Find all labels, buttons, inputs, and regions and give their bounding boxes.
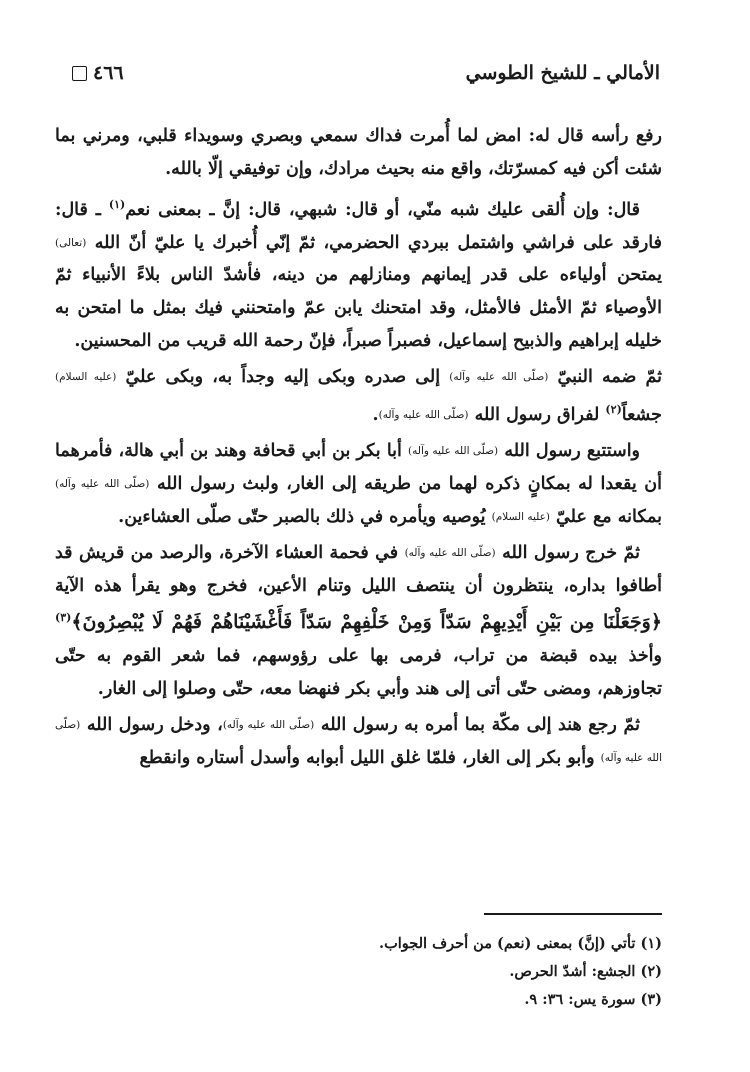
text-run: إلى صدره وبكى إليه وجداً به، وبكى عليّ [116, 367, 450, 388]
text-run: يمتحن أولياءه على قدر إيمانهم ومنازلهم من دينه، فأشدّ الناس بلاءً الأنبياء ثمّ الأوصياء ثمّ الأمثل فالأمثل، وقد امتحنك يابن عمّ وامتحنني فيك بمثل ما امتحن به خليله إبراهيم والذبيح إسماعيل، فصبراً صبراً، فإنّ رحمة الله قريب من المحسنين. [55, 265, 662, 351]
text-run: واستتبع رسول الله [498, 441, 641, 462]
footnote-ref-3[interactable]: (٣) [55, 611, 72, 625]
paragraph-1-text: رفع رأسه قال له: امض لما أُمرت فداك سمعي وبصري وسويداء قلبي، ومرني بما شئت أكن فيه كمسرّتك، واقع منه بحيث مرادك، وإن توفيقي إلّا بالله. [55, 126, 662, 179]
square-icon [72, 66, 87, 81]
paragraph-4 [55, 435, 662, 533]
honorific: (عليه السلام) [55, 371, 117, 384]
footnote-1: (١) تأتي (إنَّ) بمعنى (نعم) من أحرف الجواب. [379, 935, 662, 952]
honorific: (صلّى الله عليه وآله) [55, 719, 662, 764]
text-run: ثمّ ضمه النبيّ [548, 367, 663, 388]
text-run: بمكانه مع عليّ [549, 506, 662, 527]
honorific: (صلّى الله عليه وآله) [408, 445, 499, 458]
honorific: (صلّى الله عليه وآله) [378, 408, 469, 421]
footnotes [300, 930, 662, 1014]
text-run: . [372, 404, 379, 425]
text-run: ثمّ رجع هند إلى مكّة بما أمره به رسول الله [314, 715, 640, 736]
paragraph-1 [55, 120, 662, 185]
main-text [55, 120, 662, 778]
honorific: (صلّى الله عليه وآله) [404, 547, 496, 560]
footnote-divider [484, 913, 662, 915]
footnote-2: (٢) الجشع: أشدّ الحرص. [509, 963, 662, 980]
text-run: وأبو بكر إلى الغار، فلمّا غلق الليل أبوابه وأسدل أستاره وانقطع [139, 747, 601, 768]
honorific: (صلّى الله عليه وآله) [55, 477, 150, 490]
text-run: ـ قال: فارقد على فراشي واشتمل ببردي الحضرمي، ثمّ إنّي أُخبرك يا عليّ أنّ الله [55, 200, 662, 253]
text-run: لفراق رسول الله [468, 404, 606, 425]
honorific: (عليه السلام) [491, 510, 550, 523]
footnote-ref-2[interactable]: (٢) [605, 402, 622, 416]
paragraph-5 [55, 537, 662, 705]
footnote-ref-1[interactable]: (١) [108, 198, 126, 212]
text-run: قال: وإن أُلقى عليك شبه منّي، أو قال: شبهي، قال: إنَّ ـ بمعنى نعم [125, 200, 640, 221]
honorific: (تعالى) [55, 236, 87, 249]
text-run: جشعاً [621, 404, 662, 425]
page-number: ٤٦٦ [93, 62, 124, 84]
paragraph-2 [55, 189, 662, 357]
text-run: ، ودخل رسول الله [80, 715, 223, 736]
paragraph-3 [55, 361, 662, 431]
page-header [72, 58, 660, 94]
text-run: أبا بكر بن أبي قحافة وهند بن أبي هالة، فأمرهما أن يقعدا له بمكانٍ ذكره لهما من طريقه إلى الغار، ولبث رسول الله [55, 441, 662, 494]
paragraph-6 [55, 709, 662, 774]
text-run: ثمّ خرج رسول الله [495, 543, 640, 564]
running-title: الأمالي ـ للشيخ الطوسي [465, 62, 660, 84]
text-run: وأخذ بيده قبضة من تراب، فرمى بها على رؤوسهم، فما شعر القوم به حتّى تجاوزهم، ومضى حتّى أتى إلى هند وأبي بكر فنهضا معه، حتّى وصلوا إلى الغار. [55, 645, 662, 699]
text-run: في فحمة العشاء الآخرة، والرصد من قريش قد أطافوا بداره، ينتظرون أن ينتصف الليل وتنام الأعين، فخرج وهو يقرأ هذه الآية [55, 543, 662, 596]
page-number-block [72, 62, 124, 84]
footnote-3: (٣) سورة يس: ٣٦: ٩. [524, 991, 662, 1008]
quran-verse: ﴿وَجَعَلْنَا مِن بَيْنِ أَيْدِيهِمْ سَدّاً وَمِنْ خَلْفِهِمْ سَدّاً فَأَغْشَيْنَاهُمْ فَهُمْ لَا يُبْصِرُونَ﴾ [71, 611, 662, 634]
honorific: (صلّى الله عليه وآله) [449, 371, 549, 384]
text-run: يُوصيه ويأمره في ذلك بالصبر حتّى صلّى العشاءين. [118, 506, 492, 527]
honorific: (صلّى الله عليه وآله) [222, 719, 315, 732]
